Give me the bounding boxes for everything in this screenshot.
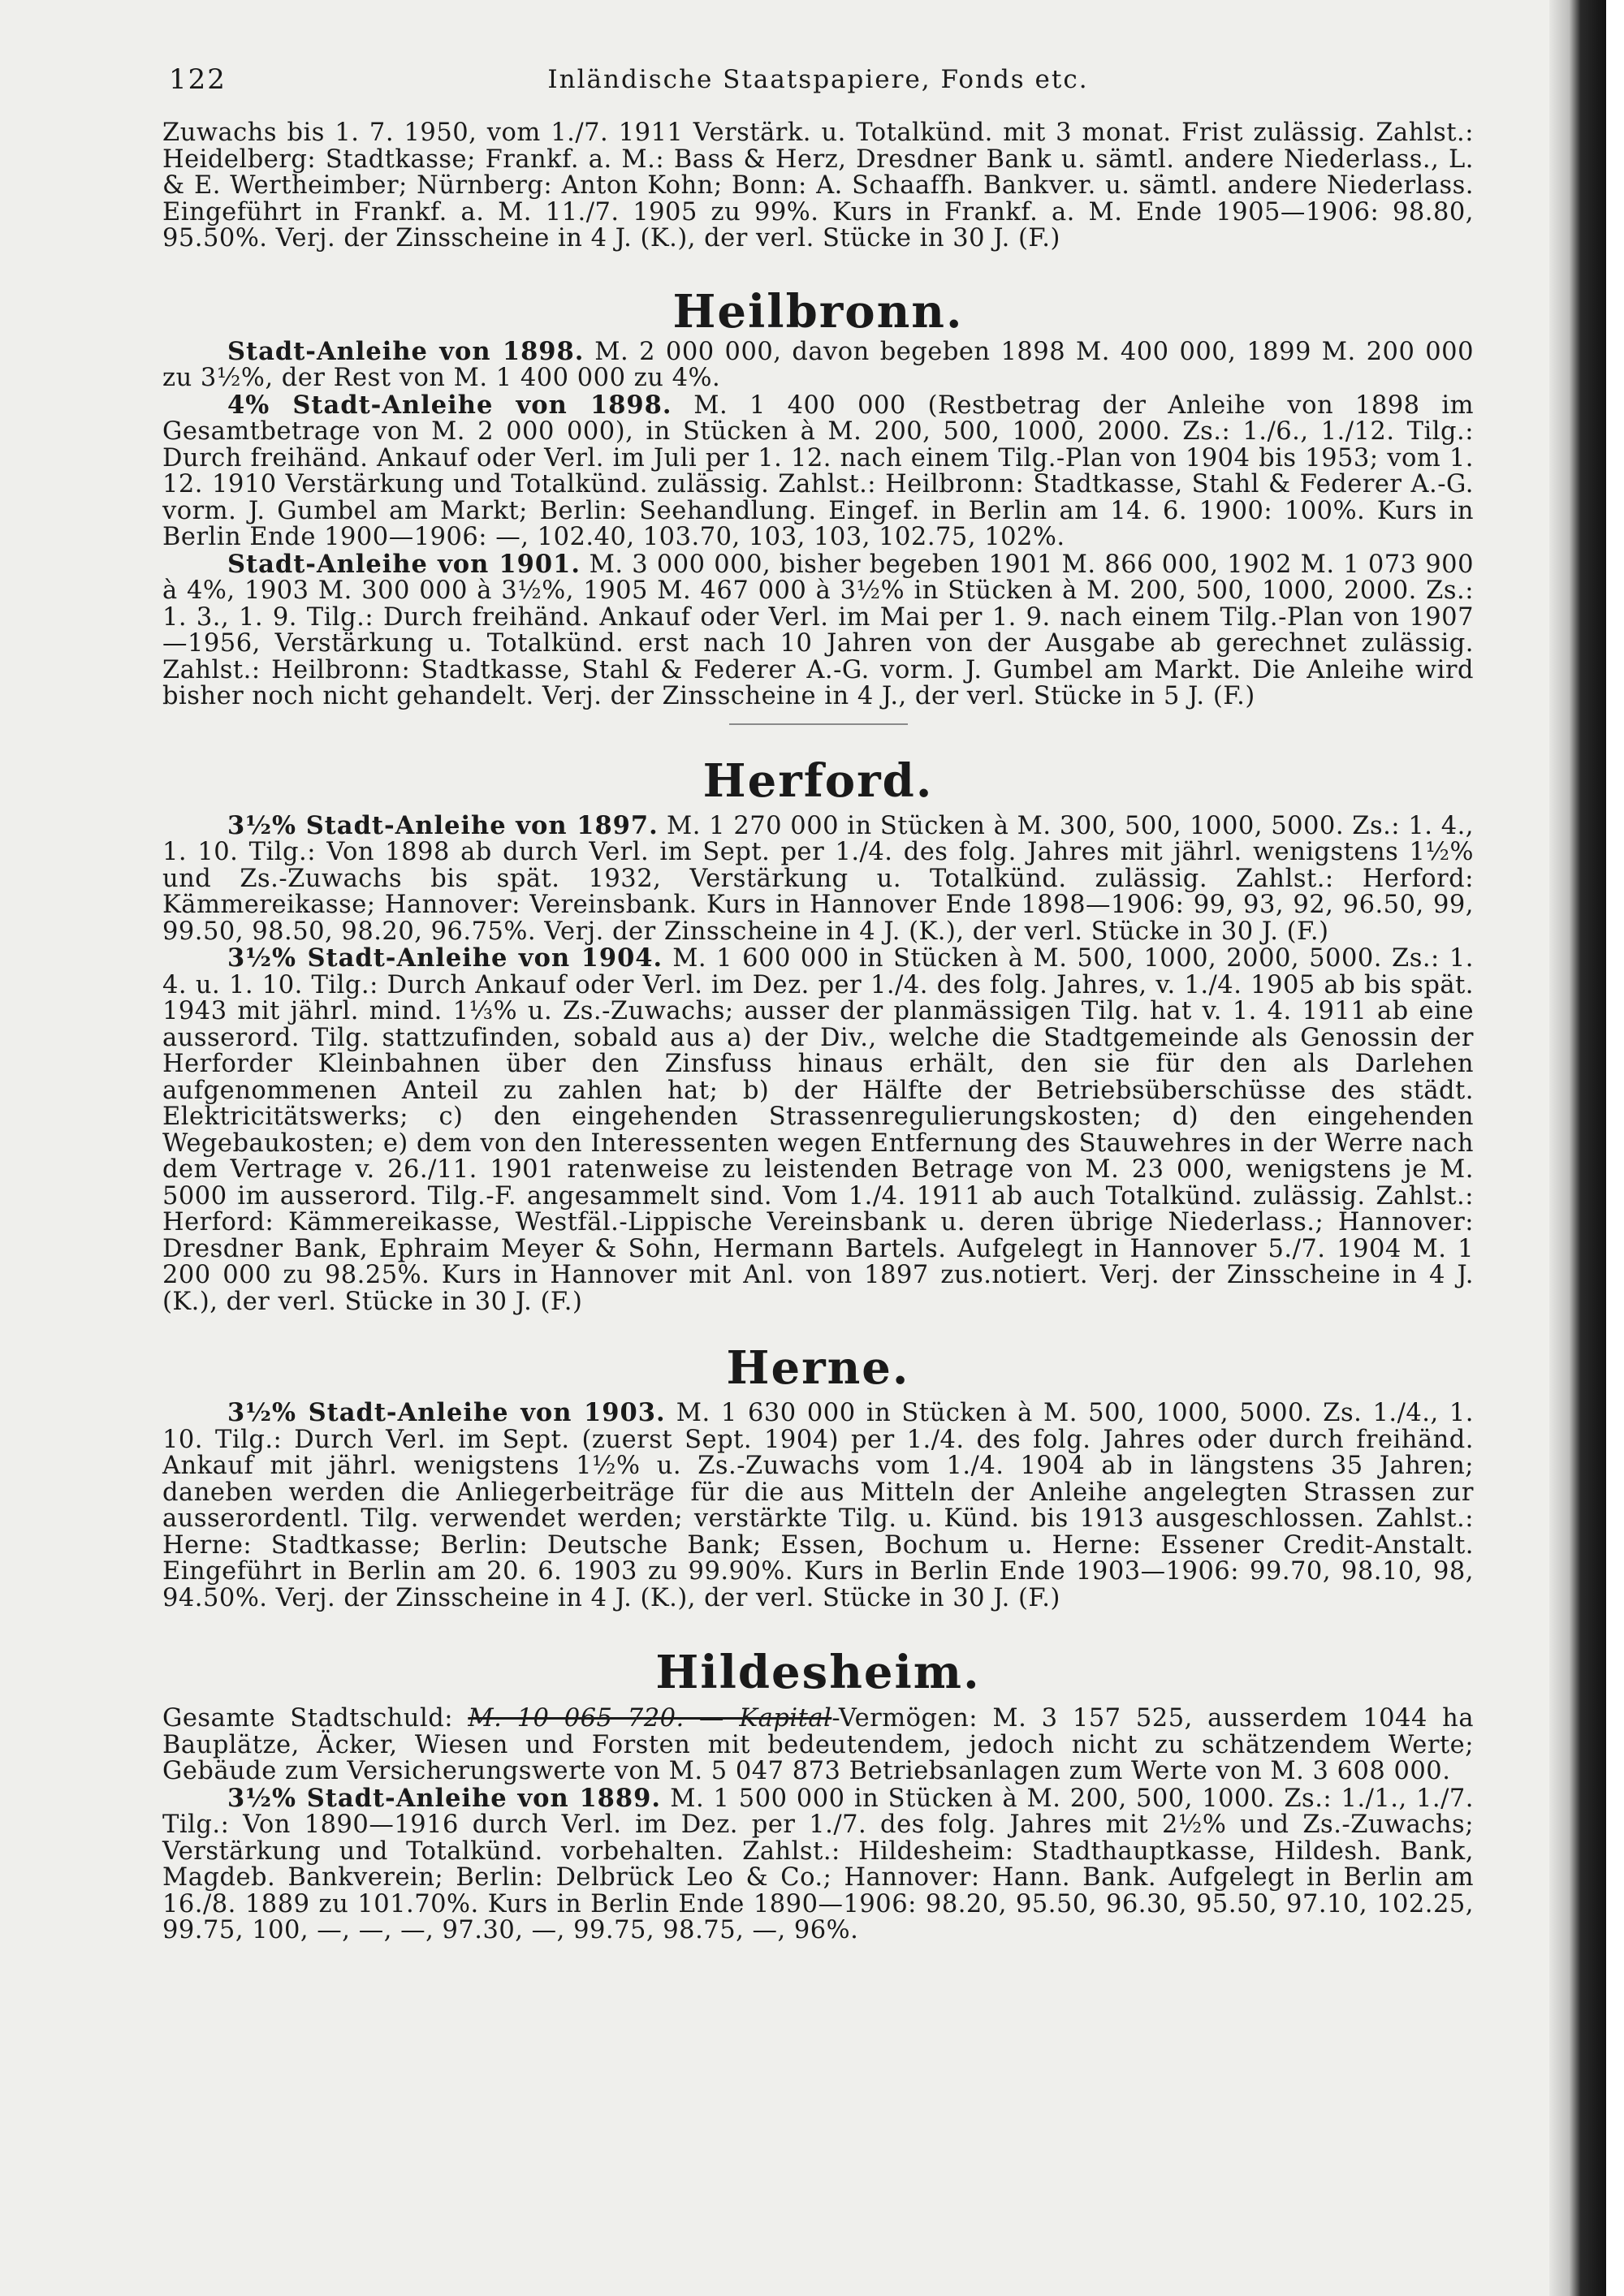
entry-lead: 3½% Stadt-Anleihe von 1897. [227, 810, 659, 840]
entry-lead: Stadt-Anleihe von 1898. [227, 336, 585, 366]
entry-text: M. 1 500 000 in Stücken à M. 200, 500, 1000. Zs.: 1./1., 1./7. Tilg.: Von 1890—1916 durch Verl. im Dez. per 1./7. des folg. Jahres mit 2½% und Zs.-Zuwachs; Verstärkung und Totalkünd. vorbehalten. Zahlst.: Hildesheim: Stadthauptkasse, Hildesh. Bank, Magdeb. Bankverein; Berlin: Delbrück Leo & Co.; Hannover: Hann. Bank. Aufgelegt in Berlin am 16./8. 1889 zu 101.70%. Kurs in Berlin Ende 1890—1906: 98.20, 95.50, 96.30, 95.50, 97.10, 102.25, 99.75, 100, —, —, —, 97.30, —, 99.75, 98.75, —, 96%. [162, 1784, 1474, 1944]
section-heading-herne: Herne. [726, 1341, 910, 1395]
debt-struck-text: M. 10 065 720. — Kapital [468, 1704, 832, 1733]
section-heading-heilbronn: Heilbronn. [672, 284, 964, 339]
entry-paragraph [162, 810, 1474, 946]
entry-text: M. 1 630 000 in Stücken à M. 500, 1000, 5000. Zs. 1./4., 1. 10. Tilg.: Durch Verl. im Sept. (zuerst Sept. 1904) per 1./4. des folg. Jahres oder durch freihänd. Ankauf mit jährl. wenigstens 1½% u. Zs.-Zuwachs vom 1./4. 1904 ab in längstens 35 Jahren; daneben werden die Anliegerbeiträge für die aus Mitteln der Anleihe angelegten Strassen zur ausserordentl. Tilg. verwendet werden; verstärkte Tilg. u. Künd. bis 1913 ausgeschlossen. Zahlst.: Herne: Stadtkasse; Berlin: Deutsche Bank; Essen, Bochum u. Herne: Essener Credit-Anstalt. Eingeführt in Berlin am 20. 6. 1903 zu 99.90%. Kurs in Berlin Ende 1903—1906: 99.70, 98.10, 98, 94.50%. Verj. der Zinsscheine in 4 J. (K.), der verl. Stücke in 30 J. (F.) [162, 1399, 1474, 1612]
page-content [162, 63, 1474, 1944]
entry-paragraph [162, 1785, 1474, 1944]
running-title: Inländische Staatspapiere, Fonds etc. [547, 65, 1089, 94]
page-edge-shadow [1549, 0, 1606, 2296]
entry-paragraph [162, 336, 1474, 392]
debt-prefix: Gesamte Stadtschuld: [162, 1704, 469, 1733]
entry-lead: 3½% Stadt-Anleihe von 1889. [227, 1783, 661, 1813]
entry-paragraph [162, 945, 1474, 1315]
section-divider [729, 723, 908, 725]
entry-text: M. 3 000 000, bisher begeben 1901 M. 866 000, 1902 M. 1 073 900 à 4%, 1903 M. 300 000 à 3½%, 1905 M. 467 000 à 3½% in Stücken à M. 200, 500, 1000, 2000. Zs.: 1. 3., 1. 9. Tilg.: Durch freihänd. Ankauf oder Verl. im Mai per 1. 9. nach einem Tilg.-Plan von 1907—1956, Verstärkung u. Totalkünd. erst nach 10 Jahren von der Ausgabe ab gerechnet zulässig. Zahlst.: Heilbronn: Stadtkasse, Stahl & Federer A.-G. vorm. J. Gumbel am Markt. Die Anleihe wird bisher noch nicht gehandelt. Verj. der Zinsscheine in 4 J., der verl. Stücke in 5 J. (F.) [162, 550, 1474, 710]
running-header [162, 63, 1474, 120]
entry-paragraph [162, 1400, 1474, 1612]
entry-paragraph [162, 392, 1474, 551]
entry-text: M. 1 400 000 (Restbetrag der Anleihe von 1898 im Gesamtbetrage von M. 2 000 000), in Stücken à M. 200, 500, 1000, 2000. Zs.: 1./6., 1./12. Tilg.: Durch freihänd. Ankauf oder Verl. im Juli per 1. 12. nach einem Tilg.-Plan von 1904 bis 1953; vom 1. 12. 1910 Verstärkung und Totalkünd. zulässig. Zahlst.: Heilbronn: Stadtkasse, Stahl & Federer A.-G. vorm. J. Gumbel am Markt; Berlin: Seehandlung. Eingef. in Berlin am 14. 6. 1900: 100%. Kurs in Berlin Ende 1900—1906: —, 102.40, 103.70, 103, 103, 102.75, 102%. [162, 391, 1474, 551]
entry-lead: 4% Stadt-Anleihe von 1898. [227, 390, 672, 420]
city-debt-paragraph [162, 1706, 1474, 1785]
entry-paragraph [162, 551, 1474, 710]
entry-text: M. 2 000 000, davon begeben 1898 M. 400 000, 1899 M. 200 000 zu 3½%, der Rest von M. 1 400 000 zu 4%. [162, 337, 1474, 392]
page-number: 122 [169, 63, 227, 96]
intro-paragraph: Zuwachs bis 1. 7. 1950, vom 1./7. 1911 Verstärk. u. Totalkünd. mit 3 monat. Frist zulässig. Zahlst.: Heidelberg: Stadtkasse; Frankf. a. M.: Bass & Herz, Dresdner Bank u. sämtl. andere Niederlass., L. & E. Wertheimber; Nürnberg: Anton Kohn; Bonn: A. Schaaffh. Bankver. u. sämtl. andere Niederlass. Eingeführt in Frankf. a. M. 11./7. 1905 zu 99%. Kurs in Frankf. a. M. Ende 1905—1906: 98.80, 95.50%. Verj. der Zinsscheine in 4 J. (K.), der verl. Stücke in 30 J. (F.) [162, 119, 1474, 252]
debt-rest: -Vermögen: M. 3 157 525, ausserdem 1044 ha Bauplätze, Äcker, Wiesen und Forsten mit bedeutendem, jedoch nicht zu schätzendem Werte; Gebäude zum Versicherungswerte von M. 5 047 873 Betriebsanlagen zum Werte von M. 3 608 000. [162, 1704, 1475, 1785]
entry-lead: Stadt-Anleihe von 1901. [227, 549, 581, 579]
entry-lead: 3½% Stadt-Anleihe von 1903. [227, 1398, 666, 1427]
entry-lead: 3½% Stadt-Anleihe von 1904. [227, 943, 663, 973]
section-heading-herford: Herford. [702, 753, 934, 808]
section-heading-hildesheim: Hildesheim. [655, 1646, 981, 1699]
entry-text: M. 1 600 000 in Stücken à M. 500, 1000, 2000, 5000. Zs.: 1. 4. u. 1. 10. Tilg.: Durch Ankauf oder Verl. im Dez. per 1./4. des folg. Jahres, v. 1./4. 1905 ab bis spät. 1943 mit jährl. mind. 1⅓% u. Zs.-Zuwachs; ausser der planmässigen Tilg. hat v. 1. 4. 1911 ab eine ausserord. Tilg. stattzufinden, sobald aus a) der Div., welche die Stadtgemeinde als Genossin der Herforder Kleinbahnen über den Zinsfuss hinaus erhält, den sie für den als Darlehen aufgenommenen Anteil zu zahlen hat; b) der Hälfte der Betriebsüberschüsse des städt. Elektricitätswerks; c) den eingehenden Strassenregulierungskosten; d) den eingehenden Wegebaukosten; e) dem von den Interessenten wegen Entfernung des Stauwehres in der Werre nach dem Vertrage v. 26./11. 1901 ratenweise zu leistenden Betrage von M. 23 000, wenigstens je M. 5000 im ausserord. Tilg.-F. angesammelt sind. Vom 1./4. 1911 ab auch Totalkünd. zulässig. Zahlst.: Herford: Kämmereikasse, Westfäl.-Lippische Vereinsbank u. deren übrige Niederlass.; Hannover: Dresdner Bank, Ephraim Meyer & Sohn, Hermann Bartels. Aufgelegt in Hannover 5./7. 1904 M. 1 200 000 zu 98.25%. Kurs in Hannover mit Anl. von 1897 zus.notiert. Verj. der Zinsscheine in 4 J. (K.), der verl. Stücke in 30 J. (F.) [162, 944, 1474, 1316]
entry-text: M. 1 270 000 in Stücken à M. 300, 500, 1000, 5000. Zs.: 1. 4., 1. 10. Tilg.: Von 1898 ab durch Verl. im Sept. per 1./4. des folg. Jahres mit jährl. wenigstens 1½% und Zs.-Zuwachs bis spät. 1932, Verstärkung u. Totalkünd. zulässig. Zahlst.: Herford: Kämmereikasse; Hannover: Vereinsbank. Kurs in Hannover Ende 1898—1906: 99, 93, 92, 96.50, 99, 99.50, 98.50, 98.20, 96.75%. Verj. der Zinsscheine in 4 J. (K.), der verl. Stücke in 30 J. (F.) [162, 811, 1474, 946]
